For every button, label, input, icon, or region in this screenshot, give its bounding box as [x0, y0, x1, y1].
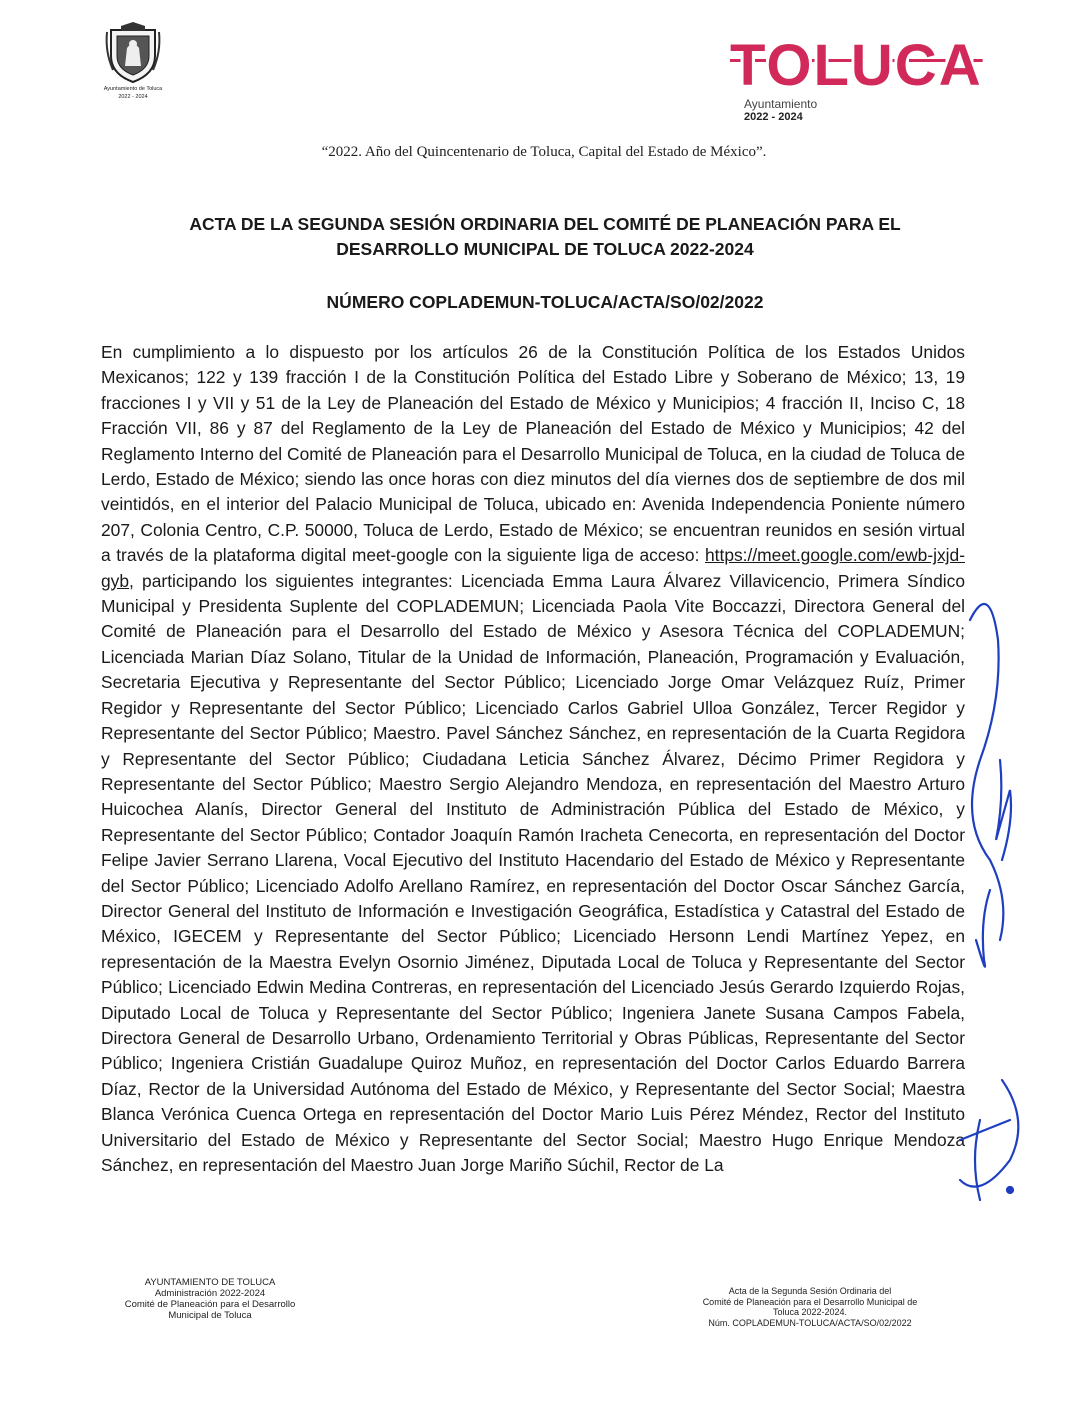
- seal-caption-line2: 2022 - 2024: [118, 94, 148, 100]
- brand-subtitle: Ayuntamiento: [744, 97, 818, 111]
- footer-left-line4: Municipal de Toluca: [168, 1310, 252, 1321]
- title-line-1: ACTA DE LA SEGUNDA SESIÓN ORDINARIA DEL COMITÉ DE PLANEACIÓN PARA EL: [189, 214, 901, 234]
- footer-left-line2: Administración 2022-2024: [154, 1288, 266, 1299]
- brand-years: 2022 - 2024: [744, 111, 803, 123]
- footer-left-line3: Comité de Planeación para el Desarrollo: [124, 1299, 296, 1310]
- footer-right-line2: Comité de Planeación para el Desarrollo Municipal de: [702, 1296, 918, 1307]
- municipal-seal: [90, 22, 176, 100]
- title-line-2: DESARROLLO MUNICIPAL DE TOLUCA 2022-2024: [336, 239, 754, 259]
- footer-left: [110, 1277, 310, 1321]
- handwritten-signature: [940, 560, 1060, 1220]
- brand-wordmark: TOLUCA: [730, 33, 983, 98]
- footer-left-line1: AYUNTAMIENTO DE TOLUCA: [144, 1277, 276, 1288]
- footer-right-line3: Toluca 2022-2024.: [772, 1307, 848, 1317]
- seal-caption-line1: Ayuntamiento de Toluca: [103, 86, 163, 92]
- body-paragraph: [101, 340, 965, 1178]
- body-text-part1: En cumplimiento a lo dispuesto por los artículos 26 de la Constitución Política de los Estados Unidos Mexicanos; 122 y 139 fracción I de la Constitución Política del Estado Libre y Soberano de México; 13, 19 fracciones I y VII y 51 de la Ley de Planeación del Estado de México y Municipios; 4 fracción II, Inciso C, 18 Fracción VII, 86 y 87 del Reglamento de la Ley de Planeación del Estado de México y Municipios; 42 del Reglamento Interno del Comité de Planeación para el Desarrollo Municipal de Toluca, en la ciudad de Toluca de Lerdo, Estado de México; siendo las once horas con diez minutos del día viernes dos de septiembre de dos mil veintidós, en el interior del Palacio Municipal de Toluca, ubicado en: Avenida Independencia Poniente número 207, Colonia Centro, C.P. 50000, Toluca de Lerdo, Estado de México; se encuentran reunidos en sesión virtual a través de la plataforma digital meet-google con la siguiente liga de acceso:: [101, 342, 965, 566]
- coat-of-arms-icon: [103, 22, 163, 84]
- meeting-link[interactable]: https://meet.google.com/ewb-jxjd-gyb: [101, 545, 965, 591]
- body-text-part2: , participando los siguientes integrantes: Licenciada Emma Laura Álvarez Villavicencio, Primera Síndico Municipal y Presidenta Suplente del COPLADEMUN; Licenciada Paola Vite Boccazzi, Directora General del Comité de Planeación para el Desarrollo del Estado de México y Asesora Técnica del COPLADEMUN; Licenciada Marian Díaz Solano, Titular de la Unidad de Información, Planeación, Programación y Evaluación, Secretaria Ejecutiva y Representante del Sector Público; Licenciado Jorge Omar Velázquez Ruíz, Primer Regidor y Representante del Sector Público; Licenciado Carlos Gabriel Ulloa González, Tercer Regidor y Representante del Sector Público; Maestro. Pavel Sánchez Sánchez, en representación de la Cuarta Regidora y Representante del Sector Público; Ciudadana Leticia Sánchez Álvarez, Décimo Primer Regidora y Representante del Sector Público; Maestro Sergio Alejandro Mendoza, en representación del Maestro Arturo Huicochea Alanís, Director General del Instituto de Administración Pública del Estado de México, y Representante del Sector Público; Contador Joaquín Ramón Iracheta Cenecorta, en representación del Doctor Felipe Javier Serrano Llarena, Vocal Ejecutivo del Instituto Hacendario del Estado de México y Representante del Sector Público; Licenciado Adolfo Arellano Ramírez, en representación del Doctor Oscar Sánchez García, Director General del Instituto de Información e Investigación Geográfica, Estadística y Catastral del Estado de México, IGECEM y Representante del Sector Público; Licenciado Hersonn Lendi Martínez Yepez, en representación de la Maestra Evelyn Osornio Jiménez, Diputada Local de Toluca y Representante del Sector Público; Licenciado Edwin Medina Contreras, en representación del Licenciado Jesús Gerardo Izquierdo Rojas, Diputado Local de Toluca y Representante del Sector Público; Ingeniera Janete Susana Campos Fabela, Directora General de Desarrollo Urbano, Ordenamiento Territorial y Obras Públicas, Representante del Sector Público; Ingeniera Cristián Guadalupe Quiroz Muñoz, en representación del Doctor Carlos Eduardo Barrera Díaz, Rector de la Universidad Autónoma del Estado de México, y Representante del Sector Social; Maestra Blanca Verónica Cuenca Ortega en representación del Doctor Mario Luis Pérez Méndez, Rector del Instituto Universitario del Estado de México y Representante del Sector Social; Maestro Hugo Enrique Mendoza Sánchez, en representación del Maestro Juan Jorge Mariño Súchil, Rector de La: [101, 570, 965, 1175]
- document-number: NÚMERO COPLADEMUN-TOLUCA/ACTA/SO/02/2022: [326, 292, 764, 312]
- footer-right: [660, 1286, 960, 1328]
- document-title: [120, 212, 970, 262]
- footer-right-line1: Acta de la Segunda Sesión Ordinaria del: [728, 1286, 892, 1296]
- footer-right-line4: Núm. COPLADEMUN-TOLUCA/ACTA/SO/02/2022: [708, 1317, 912, 1328]
- year-motto: “2022. Año del Quincentenario de Toluca, Capital del Estado de México”.: [321, 144, 767, 160]
- toluca-logo: [730, 33, 990, 123]
